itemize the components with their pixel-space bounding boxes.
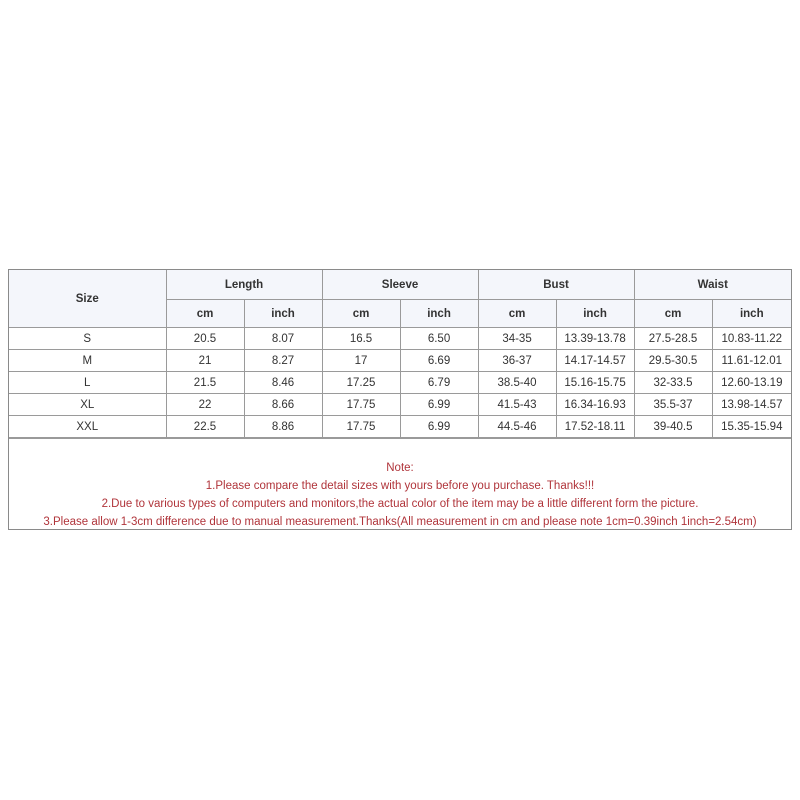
table-cell: 32-33.5 — [634, 372, 712, 394]
table-cell: 10.83-11.22 — [712, 328, 791, 350]
table-cell: 16.5 — [322, 328, 400, 350]
table-cell: 17.75 — [322, 394, 400, 416]
table-cell: 17.52-18.11 — [556, 416, 634, 438]
table-cell: 17 — [322, 350, 400, 372]
size-label: S — [9, 328, 166, 350]
table-cell: 22 — [166, 394, 244, 416]
table-cell: 15.16-15.75 — [556, 372, 634, 394]
size-column-header: Size — [9, 270, 166, 328]
table-cell: 6.69 — [400, 350, 478, 372]
unit-header: inch — [556, 300, 634, 328]
note-title: Note: — [386, 462, 414, 474]
table-cell: 6.99 — [400, 394, 478, 416]
unit-header: inch — [244, 300, 322, 328]
table-row — [9, 350, 791, 372]
unit-header: cm — [478, 300, 556, 328]
size-table — [9, 270, 791, 438]
table-cell: 8.86 — [244, 416, 322, 438]
table-cell: 34-35 — [478, 328, 556, 350]
table-cell: 15.35-15.94 — [712, 416, 791, 438]
unit-header: inch — [712, 300, 791, 328]
waist-header: Waist — [634, 270, 791, 300]
table-row — [9, 416, 791, 438]
table-row — [9, 328, 791, 350]
size-label: XL — [9, 394, 166, 416]
table-cell: 12.60-13.19 — [712, 372, 791, 394]
unit-header: cm — [634, 300, 712, 328]
table-cell: 17.25 — [322, 372, 400, 394]
table-cell: 6.79 — [400, 372, 478, 394]
table-cell: 29.5-30.5 — [634, 350, 712, 372]
table-cell: 13.39-13.78 — [556, 328, 634, 350]
table-cell: 17.75 — [322, 416, 400, 438]
note-line: 3.Please allow 1-3cm difference due to manual measurement.Thanks(All measurement in cm and please note 1cm=0.39inch 1inch=2.54cm) — [43, 516, 757, 528]
table-cell: 21 — [166, 350, 244, 372]
table-cell: 8.66 — [244, 394, 322, 416]
size-label: M — [9, 350, 166, 372]
table-cell: 8.46 — [244, 372, 322, 394]
table-cell: 6.50 — [400, 328, 478, 350]
unit-header: inch — [400, 300, 478, 328]
size-label: L — [9, 372, 166, 394]
table-cell: 21.5 — [166, 372, 244, 394]
length-header: Length — [166, 270, 322, 300]
table-cell: 8.07 — [244, 328, 322, 350]
table-cell: 35.5-37 — [634, 394, 712, 416]
group-header-row — [9, 270, 791, 300]
table-cell: 6.99 — [400, 416, 478, 438]
table-cell: 39-40.5 — [634, 416, 712, 438]
size-chart — [8, 269, 792, 530]
table-cell: 13.98-14.57 — [712, 394, 791, 416]
note-line: 2.Due to various types of computers and monitors,the actual color of the item may be a little different form the picture. — [101, 498, 699, 510]
table-cell: 8.27 — [244, 350, 322, 372]
notes-section — [9, 438, 791, 531]
table-cell: 14.17-14.57 — [556, 350, 634, 372]
table-cell: 27.5-28.5 — [634, 328, 712, 350]
unit-header: cm — [322, 300, 400, 328]
table-cell: 22.5 — [166, 416, 244, 438]
table-cell: 16.34-16.93 — [556, 394, 634, 416]
table-cell: 38.5-40 — [478, 372, 556, 394]
sleeve-header: Sleeve — [322, 270, 478, 300]
table-row — [9, 394, 791, 416]
table-cell: 44.5-46 — [478, 416, 556, 438]
size-label: XXL — [9, 416, 166, 438]
table-cell: 11.61-12.01 — [712, 350, 791, 372]
table-cell: 41.5-43 — [478, 394, 556, 416]
note-line: 1.Please compare the detail sizes with yours before you purchase. Thanks!!! — [205, 480, 595, 492]
unit-header: cm — [166, 300, 244, 328]
table-cell: 20.5 — [166, 328, 244, 350]
bust-header: Bust — [478, 270, 634, 300]
table-row — [9, 372, 791, 394]
table-cell: 36-37 — [478, 350, 556, 372]
